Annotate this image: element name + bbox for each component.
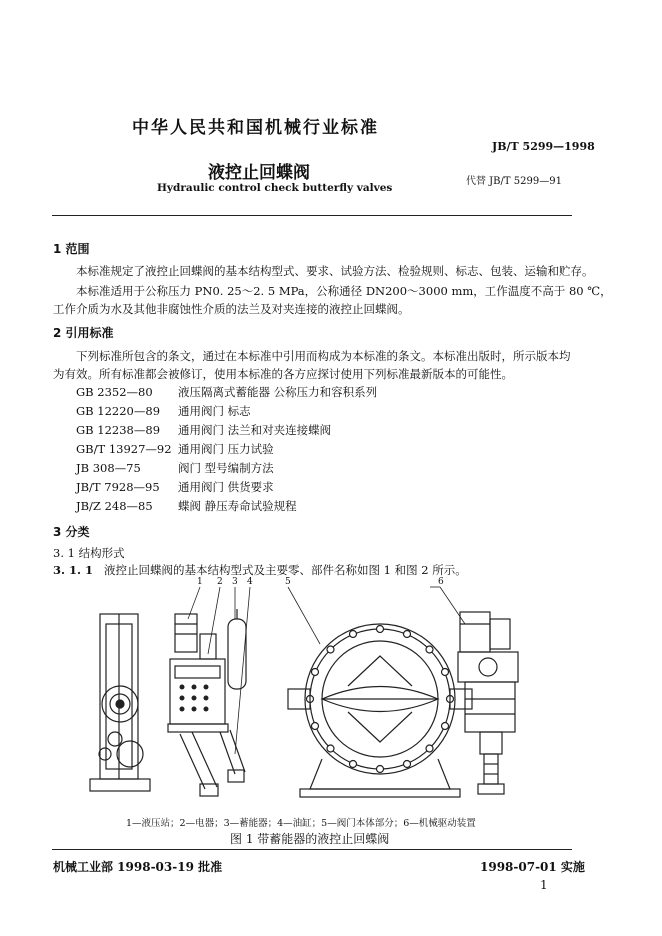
reference-title: 通用阀门 法兰和对夹连接蝶阀 [178,423,332,437]
reference-code: GB 2352—80 [76,385,153,399]
figure-legend: 1—液压站；2—电器；3—蓄能器；4—油缸；5—阀门本体部分；6—机械驱动装置 [126,818,476,829]
side-view [90,609,246,796]
reference-row [76,440,377,459]
callout-1: 1 [197,577,203,587]
section-2-paragraph-cont: 为有效。所有标准都会被修订，使用本标准的各方应探讨使用下列标准最新版本的可能性。 [53,367,513,381]
section-3-1-heading: 3. 1 结构形式 [53,546,125,560]
document-title: 液控止回蝶阀 [208,163,310,183]
reference-row [76,459,377,478]
reference-row [76,478,377,497]
reference-code: JB/T 7928—95 [76,480,160,494]
effective-date: 1998-07-01 实施 [480,860,585,874]
callout-5: 5 [285,577,291,587]
reference-row [76,497,377,516]
approval-date: 机械工业部 1998-03-19 批准 [53,860,223,874]
reference-title: 通用阀门 标志 [178,404,251,418]
section-1-paragraph-2-cont: 工作介质为水及其他非腐蚀性介质的法兰及对夹连接的液控止回蝶阀。 [53,302,410,316]
clause-number: 3. 1. 1 [53,563,94,577]
reference-code: GB 12238—89 [76,423,161,437]
section-2-heading: 2 引用标准 [53,326,114,340]
reference-title: 通用阀门 压力试验 [178,442,274,456]
reference-title: 通用阀门 供货要求 [178,480,274,494]
reference-title: 阀门 型号编制方法 [178,461,274,475]
figure-1-drawing [60,574,560,814]
reference-code: GB 12220—89 [76,404,161,418]
replaces-standard: 代替 JB/T 5299—91 [466,176,562,187]
callout-2: 2 [217,577,223,587]
reference-code: GB/T 13927—92 [76,442,172,456]
page-number: 1 [540,878,548,892]
reference-row [76,421,377,440]
callout-4: 4 [247,577,253,587]
footer-rule [52,849,572,850]
section-2-paragraph: 下列标准所包含的条文，通过在本标准中引用而构成为本标准的条文。本标准出版时，所示版本均 [76,349,571,363]
callout-6: 6 [438,577,444,587]
clause-text: 液控止回蝶阀的基本结构型式及主要零、部件名称如图 1 和图 2 所示。 [104,563,467,577]
section-3-heading: 3 分类 [53,525,90,539]
header-rule [52,215,572,216]
standard-authority: 中华人民共和国机械行业标准 [132,118,379,138]
section-1-paragraph-2: 本标准适用于公称压力 PN0. 25～2. 5 MPa，公称通径 DN200～3000 mm，工作温度不高于 80 ℃， [76,284,612,298]
section-1-heading: 1 范围 [53,242,90,256]
reference-row [76,402,377,421]
reference-code: JB/Z 248—85 [76,499,153,513]
reference-code: JB 308—75 [76,461,141,475]
document-title-english: Hydraulic control check butterfly valves [157,182,393,194]
valve-body-view [288,624,472,797]
section-1-paragraph-1: 本标准规定了液控止回蝶阀的基本结构型式、要求、试验方法、检验规则、标志、包装、运输和贮存。 [76,264,594,278]
reference-list [76,383,377,516]
reference-title: 液压隔离式蓄能器 公称压力和容积系列 [178,385,378,399]
reference-row [76,383,377,402]
callout-3: 3 [232,577,238,587]
drive-side-view [458,612,518,794]
reference-title: 蝶阀 静压寿命试验规程 [178,499,297,513]
standard-number: JB/T 5299—1998 [492,140,595,153]
figure-caption: 图 1 带蓄能器的液控止回蝶阀 [230,832,390,846]
